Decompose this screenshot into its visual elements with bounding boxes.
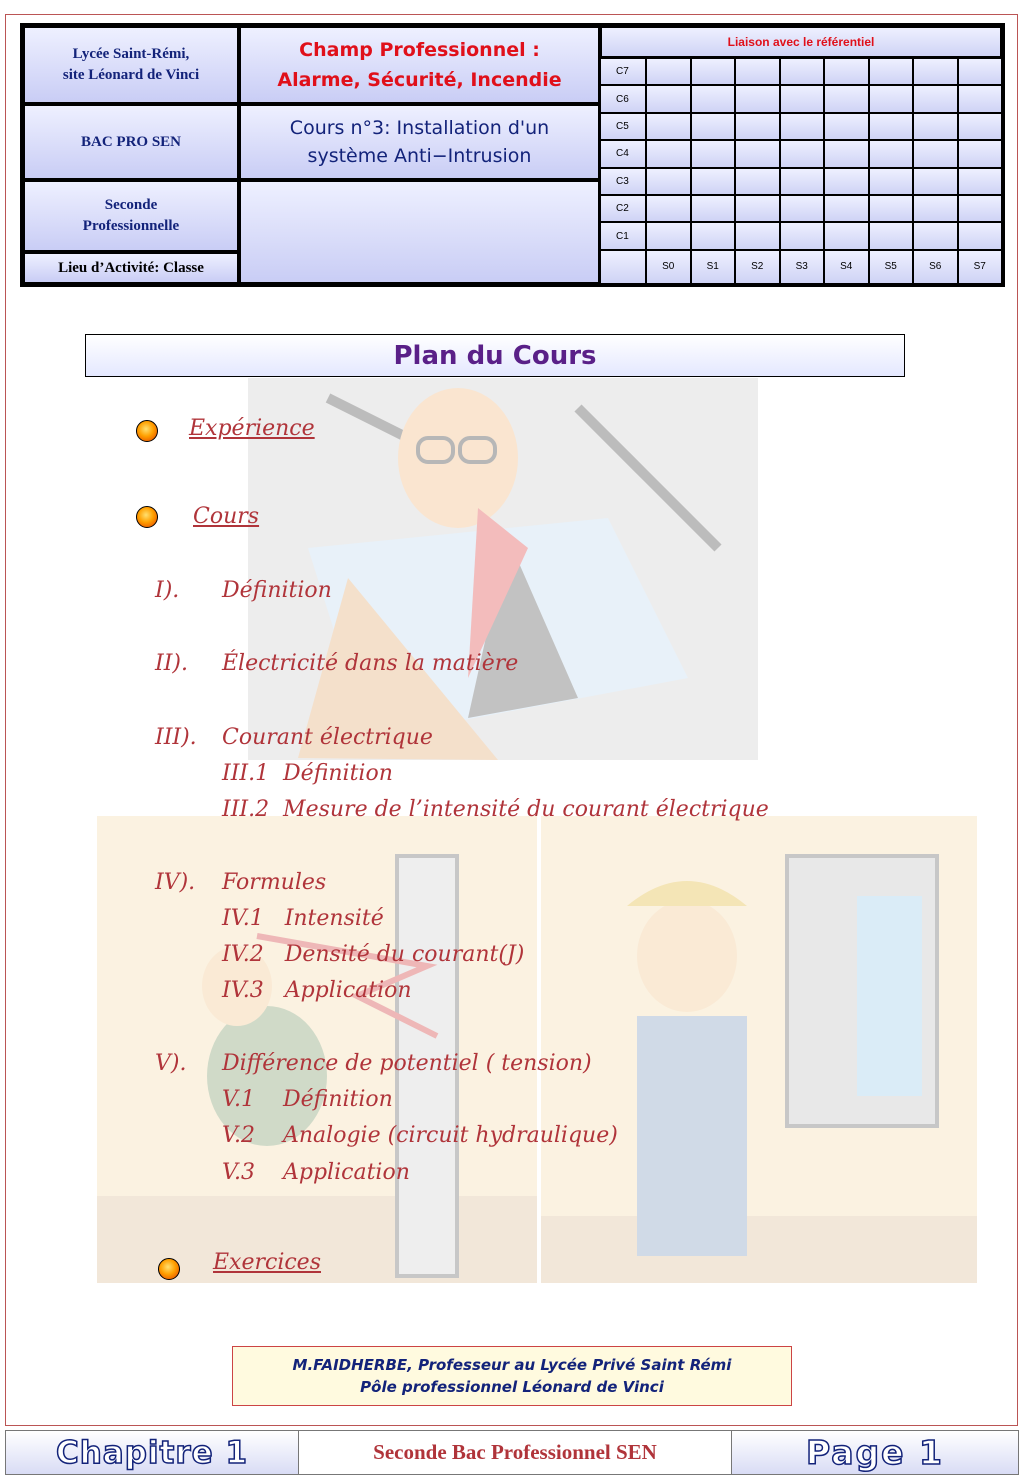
referential-col-label: S3 xyxy=(780,250,825,284)
footer-bar xyxy=(5,1430,1019,1475)
referential-cell[interactable] xyxy=(646,85,691,112)
plan-title: Plan du Cours xyxy=(85,334,905,377)
referential-cell[interactable] xyxy=(913,140,958,167)
class-line-2: Professionnelle xyxy=(82,218,180,234)
course-line-2: système Anti−Intrusion xyxy=(307,145,532,167)
referential-cell[interactable] xyxy=(913,113,958,140)
referential-cell[interactable] xyxy=(691,58,736,85)
referential-title-cell xyxy=(600,26,1002,58)
school-cell xyxy=(23,26,239,104)
referential-cell[interactable] xyxy=(869,168,914,195)
referential-cell[interactable] xyxy=(691,113,736,140)
referential-cell[interactable] xyxy=(913,168,958,195)
referential-cell[interactable] xyxy=(824,222,869,249)
outline-item: IV.2 Densité du courant(J) xyxy=(222,942,525,967)
course-line-1: Cours n°3: Installation d'un xyxy=(289,117,550,139)
outline-number: I). xyxy=(155,578,180,603)
field-line-1: Champ Professionnel : xyxy=(299,39,540,61)
referential-row-label: C7 xyxy=(600,58,646,85)
outline-item: V.2 Analogie (circuit hydraulique) xyxy=(222,1123,618,1148)
referential-col-label: S0 xyxy=(646,250,691,284)
referential-title: Liaison avec le référentiel xyxy=(727,35,875,49)
outline-item: IV.3 Application xyxy=(222,978,412,1003)
referential-col-label: S2 xyxy=(735,250,780,284)
referential-cell[interactable] xyxy=(735,58,780,85)
referential-cell[interactable] xyxy=(958,195,1003,222)
place-cell xyxy=(23,252,239,284)
referential-cell[interactable] xyxy=(735,140,780,167)
referential-cell[interactable] xyxy=(824,85,869,112)
place-label: Lieu d’Activité: Classe xyxy=(58,259,204,276)
referential-col-label: S6 xyxy=(913,250,958,284)
outline-item: Différence de potentiel ( tension) xyxy=(222,1051,592,1076)
referential-cell[interactable] xyxy=(824,58,869,85)
outline-number: V). xyxy=(155,1051,187,1076)
referential-cell[interactable] xyxy=(646,58,691,85)
outline-item: III.1 Définition xyxy=(222,761,393,786)
referential-cell[interactable] xyxy=(958,113,1003,140)
referential-cell[interactable] xyxy=(691,222,736,249)
bullet-icon xyxy=(136,506,158,528)
referential-cell[interactable] xyxy=(913,85,958,112)
referential-cell[interactable] xyxy=(646,168,691,195)
bullet-icon xyxy=(158,1258,180,1280)
referential-cell[interactable] xyxy=(646,195,691,222)
referential-cell[interactable] xyxy=(913,195,958,222)
outline-item: V.3 Application xyxy=(222,1160,410,1185)
referential-cell[interactable] xyxy=(646,113,691,140)
referential-cell[interactable] xyxy=(958,222,1003,249)
outline-item: Électricité dans la matière xyxy=(222,651,519,676)
referential-cell[interactable] xyxy=(691,168,736,195)
outline-number: II). xyxy=(155,651,188,676)
bullet-icon xyxy=(136,420,158,442)
referential-row-label: C3 xyxy=(600,168,646,195)
author-line-1: M.FAIDHERBE, Professeur au Lycée Privé Saint Rémi xyxy=(292,1356,732,1374)
outline-item: V.1 Définition xyxy=(222,1087,393,1112)
referential-cell[interactable] xyxy=(735,195,780,222)
referential-cell[interactable] xyxy=(691,195,736,222)
referential-cell[interactable] xyxy=(780,85,825,112)
footer-middle-label: Seconde Bac Professionnel SEN xyxy=(298,1431,732,1474)
referential-cell[interactable] xyxy=(780,140,825,167)
shocked-man-illustration xyxy=(248,378,758,760)
header-table xyxy=(20,23,1005,287)
field-line-2: Alarme, Sécurité, Incendie xyxy=(277,69,562,91)
referential-cell[interactable] xyxy=(780,168,825,195)
section-cours: Cours xyxy=(193,504,260,529)
referential-cell[interactable] xyxy=(869,113,914,140)
referential-cell[interactable] xyxy=(958,85,1003,112)
field-cell xyxy=(239,26,600,104)
referential-cell[interactable] xyxy=(869,140,914,167)
outline-number: III). xyxy=(155,725,197,750)
course-cell xyxy=(239,104,600,180)
referential-cell[interactable] xyxy=(869,85,914,112)
referential-cell[interactable] xyxy=(824,113,869,140)
referential-col-label: S4 xyxy=(824,250,869,284)
referential-cell[interactable] xyxy=(780,58,825,85)
outline-item: Définition xyxy=(222,578,332,603)
referential-cell[interactable] xyxy=(691,85,736,112)
author-line-2: Pôle professionnel Léonard de Vinci xyxy=(360,1378,664,1396)
school-line-2: site Léonard de Vinci xyxy=(62,67,200,83)
referential-cell[interactable] xyxy=(691,140,736,167)
outline-number: IV). xyxy=(155,870,196,895)
referential-cell[interactable] xyxy=(958,140,1003,167)
level-cell xyxy=(23,104,239,180)
empty-cell xyxy=(239,180,600,284)
referential-cell[interactable] xyxy=(869,222,914,249)
referential-col-label: S7 xyxy=(958,250,1003,284)
class-cell xyxy=(23,180,239,252)
chapter-label: Chapitre 1 xyxy=(6,1431,298,1474)
referential-cell[interactable] xyxy=(913,58,958,85)
referential-cell[interactable] xyxy=(780,195,825,222)
referential-cell[interactable] xyxy=(913,222,958,249)
outline-item: Courant électrique xyxy=(222,725,433,750)
referential-cell[interactable] xyxy=(869,195,914,222)
referential-cell[interactable] xyxy=(735,222,780,249)
referential-cell[interactable] xyxy=(735,85,780,112)
school-line-1: Lycée Saint-Rémi, xyxy=(72,46,190,62)
referential-corner-cell xyxy=(600,250,646,284)
referential-cell[interactable] xyxy=(646,222,691,249)
referential-row-label: C4 xyxy=(600,140,646,167)
referential-cell[interactable] xyxy=(735,113,780,140)
referential-cell[interactable] xyxy=(824,195,869,222)
level-label: BAC PRO SEN xyxy=(80,133,181,150)
referential-row-label: C5 xyxy=(600,113,646,140)
referential-cell[interactable] xyxy=(780,113,825,140)
referential-cell[interactable] xyxy=(869,58,914,85)
section-experience: Expérience xyxy=(189,416,315,441)
outline-item: Formules xyxy=(222,870,327,895)
class-line-1: Seconde xyxy=(104,197,158,213)
section-exercices: Exercices xyxy=(213,1250,321,1275)
referential-cell[interactable] xyxy=(780,222,825,249)
referential-cell[interactable] xyxy=(646,140,691,167)
referential-row-label: C6 xyxy=(600,85,646,112)
page-label: Page 1 xyxy=(732,1431,1018,1474)
referential-col-label: S1 xyxy=(691,250,736,284)
referential-col-label: S5 xyxy=(869,250,914,284)
outline-item: IV.1 Intensité xyxy=(222,906,384,931)
referential-cell[interactable] xyxy=(824,168,869,195)
referential-row-label: C2 xyxy=(600,195,646,222)
referential-cell[interactable] xyxy=(958,58,1003,85)
referential-cell[interactable] xyxy=(735,168,780,195)
author-box xyxy=(232,1346,792,1406)
referential-cell[interactable] xyxy=(958,168,1003,195)
referential-cell[interactable] xyxy=(824,140,869,167)
outline-item: III.2 Mesure de l’intensité du courant électrique xyxy=(222,797,769,822)
referential-row-label: C1 xyxy=(600,222,646,249)
